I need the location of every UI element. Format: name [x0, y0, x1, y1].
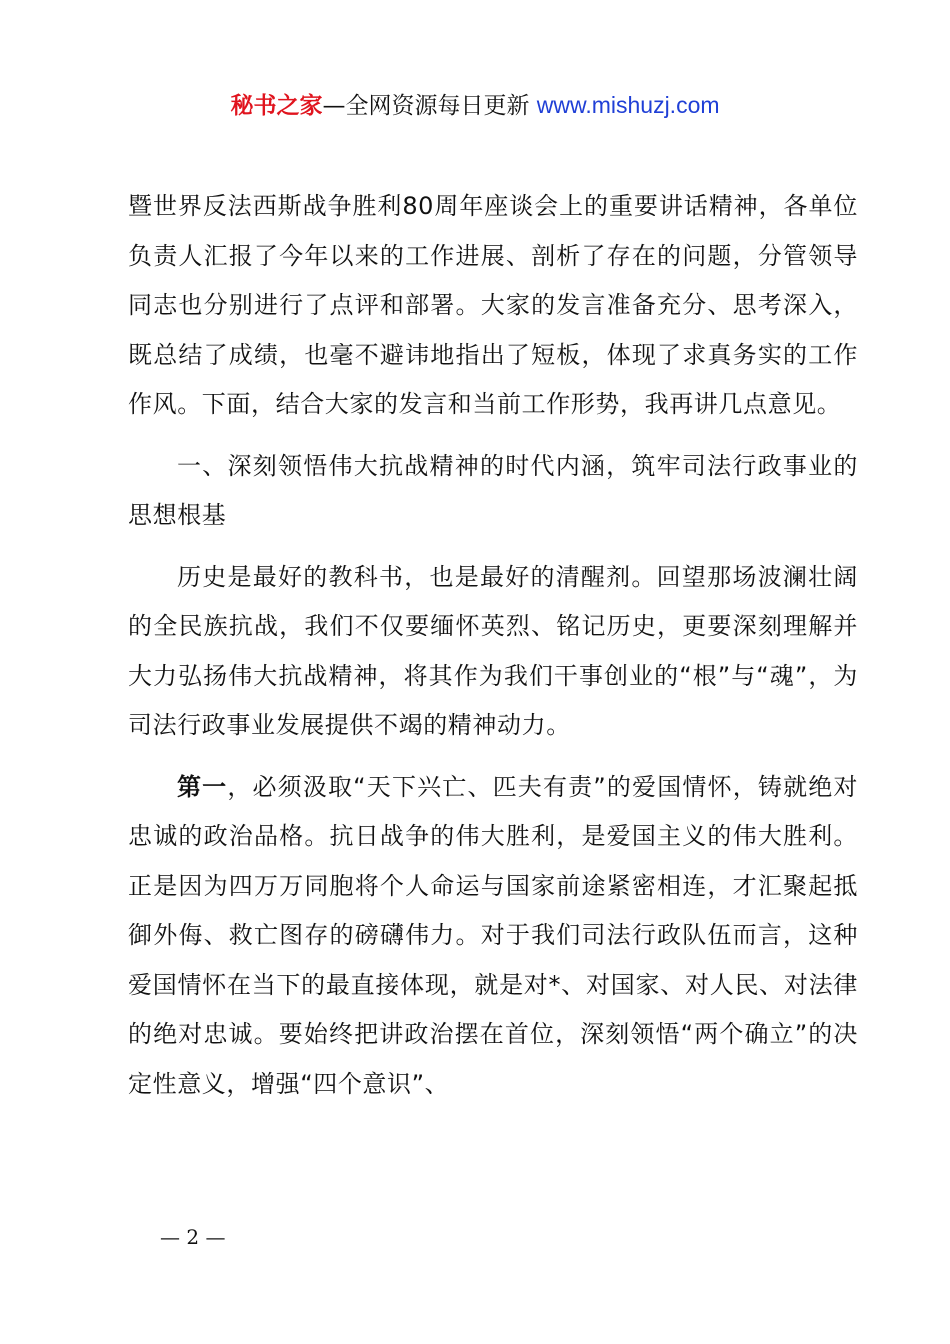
body-paragraph: 暨世界反法西斯战争胜利80周年座谈会上的重要讲话精神，各单位负责人汇报了今年以来的工作进展、剖析了存在的问题，分管领导同志也分别进行了点评和部署。大家的发言准备充分、思考深入，既总结了成绩，也毫不避讳地指出了短板，体现了求真务实的工作作风。下面，结合大家的发言和当前工作形势，我再讲几点意见。 [128, 192, 858, 418]
site-url-link[interactable]: www.mishuzj.com [536, 92, 720, 118]
site-header [0, 88, 950, 123]
page-number: — 2 — [160, 1225, 226, 1249]
section-heading: 一、深刻领悟伟大抗战精神的时代内涵，筑牢司法行政事业的思想根基 [128, 451, 858, 529]
site-slogan: —全网资源每日更新 [322, 93, 537, 119]
site-brand: 秘书之家 [230, 93, 323, 119]
document-body [128, 182, 858, 1109]
body-paragraph: 历史是最好的教科书，也是最好的清醒剂。回望那场波澜壮阔的全民族抗战，我们不仅要缅怀英烈、铭记历史，更要深刻理解并大力弘扬伟大抗战精神，将其作为我们干事创业的“根”与“魂”，为司法行政事业发展提供不竭的精神动力。 [128, 562, 858, 739]
paragraph-text: ，必须汲取“天下兴亡、匹夫有责”的爱国情怀，铸就绝对忠诚的政治品格。抗日战争的伟大胜利，是爱国主义的伟大胜利。正是因为四万万同胞将个人命运与国家前途紧密相连，才汇聚起抵御外侮、救亡图存的磅礴伟力。对于我们司法行政队伍而言，这种爱国情怀在当下的最直接体现，就是对*、对国家、对人民、对法律的绝对忠诚。要始终把讲政治摆在首位，深刻领悟“两个确立”的决定性意义，增强“四个意识”、 [128, 772, 859, 1098]
paragraph-lead-term: 第一 [177, 772, 228, 801]
body-paragraph [128, 763, 858, 1110]
